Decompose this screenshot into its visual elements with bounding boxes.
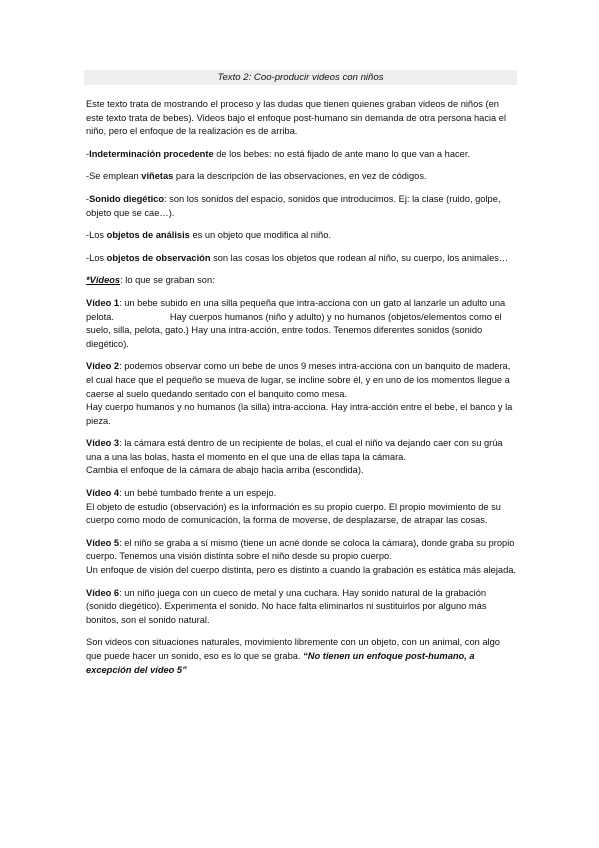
term-bold: viñetas <box>141 171 174 182</box>
term-paragraph: -Indeterminación procedente de los bebes: no está fijado de ante mano lo que van a hacer. <box>86 148 470 159</box>
term-bold: objetos de análisis <box>106 230 190 241</box>
videos-heading-label: *Vídeos <box>86 275 121 286</box>
term-bold: objetos de observación <box>106 252 211 263</box>
title-rest: : Coo-producir videos con niños <box>248 72 384 83</box>
document-body <box>86 98 518 686</box>
conclusion-paragraph: Son videos con situaciones naturales, movimiento libremente con un objeto, con un animal, con algo que puede hacer un sonido, eso es lo que se graba. “No tienen un enfoque post-humano, a excepción del vídeo 5” <box>86 637 500 675</box>
video-label: Vídeo 5 <box>86 537 120 548</box>
video-label: Vídeo 4 <box>86 488 120 499</box>
title-prefix: Texto 2 <box>217 72 249 83</box>
video-label: Vídeo 2 <box>86 361 120 372</box>
term-paragraph: -Los objetos de análisis es un objeto que modifica al niño. <box>86 230 331 241</box>
videos-heading: *Vídeos: lo que se graban son: <box>86 275 215 286</box>
conclusion-quote: “No tienen un enfoque post-humano, a excepción del vídeo 5” <box>86 651 475 675</box>
video-paragraph: Vídeo 4: un bebé tumbado frente a un espejo. El objeto de estudio (observación) es la información es su propio cuerpo. El propio movimiento de su cuerpo como modo de comunicación, la forma de moverse, de desplazarse, de atrapar las cosas. <box>86 488 501 526</box>
video-paragraph: Vídeo 3: la cámara está dentro de un recipiente de bolas, el cual el niño va dejando caer con su grúa una a una las bolas, hasta el momento en el que una de ellas tapa la cámara. Cambia el enfoque de la cámara de abajo hacia arriba (escondida). <box>86 438 503 476</box>
video-label: Vídeo 3 <box>86 438 120 449</box>
term-bold: Indeterminación procedente <box>89 148 214 159</box>
video-label: Vídeo 1 <box>86 297 120 308</box>
video-paragraph: Vídeo 6: un niño juega con un cueco de metal y una cuchara. Hay sonido natural de la grabación (sonido diegético). Experimenta el sonido. No hace falta eliminarlos ni sustituirlos por alguno más bonitos, son el sonido natural. <box>86 587 487 625</box>
document-title <box>84 70 517 85</box>
term-paragraph: -Se emplean viñetas para la descripción de las observaciones, en vez de códigos. <box>86 171 427 182</box>
term-paragraph: -Los objetos de observación son las cosas los objetos que rodean al niño, su cuerpo, los animales… <box>86 252 509 263</box>
video-label: Vídeo 6 <box>86 587 120 598</box>
video-paragraph: Vídeo 1: un bebe subido en una silla pequeña que intra-acciona con un gato al lanzarle un adulto una pelota. Hay cuerpos humanos (niño y adulto) y no humanos (objetos/elementos como el suelo, silla, pelota, gato.) Hay una intra-acción, entre todos. Tenemos diferentes sonidos (sonido diegético). <box>86 297 506 349</box>
term-bold: Sonido diegético <box>89 193 165 204</box>
intro-paragraph: Este texto trata de mostrando el proceso y las dudas que tienen quienes graban videos de niños (en este texto trata de bebes). Videos bajo el enfoque post-humano sin demanda de otra persona hacia el niño, pero el enfoque de la realización es de arriba. <box>86 99 507 137</box>
term-paragraph: -Sonido diegético: son los sonidos del espacio, sonidos que introducimos. Ej: la clase (ruido, golpe, objeto que se cae…). <box>86 193 501 218</box>
video-paragraph: Vídeo 2: podemos observar como un bebe de unos 9 meses intra-acciona con un banquito de madera, el cual hace que el pequeño se mueva de lugar, se incline sobre él, y en uno de los momentos llegue a caerse al suelo quedando sentado con el banquito como mesa. Hay cuerpo humanos y no humanos (la silla) intra-acciona. Hay intra-acción entre el bebe, el banco y la pieza. <box>86 361 513 426</box>
video-paragraph: Vídeo 5: el niño se graba a sí mismo (tiene un acné donde se coloca la cámara), donde graba su propio cuerpo. Tenemos una visión distinta sobre el niño desde su propio cuerpo. Un enfoque de visión del cuerpo distinta, pero es distinto a cuando la grabación es estática más alejada. <box>86 537 516 576</box>
